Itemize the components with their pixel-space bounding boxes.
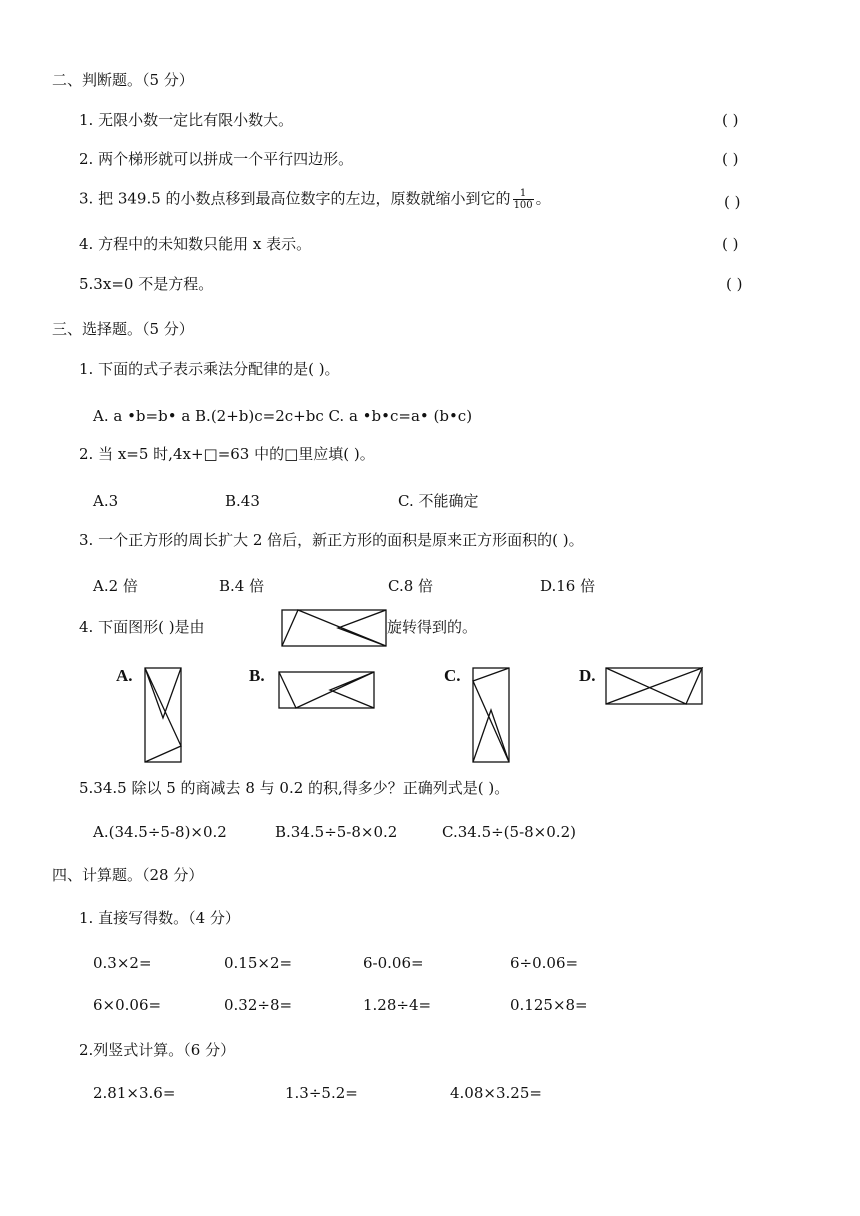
choice-q3-option-a: A.2 倍 <box>93 577 138 595</box>
fraction-1-100 <box>513 188 534 211</box>
option-a-figure[interactable] <box>144 667 182 763</box>
choice-q5-option-c: C.34.5÷(5-8×0.2) <box>442 823 576 841</box>
calc-r2-c3: 1.28÷4= <box>363 996 432 1014</box>
option-b-figure[interactable] <box>278 671 375 709</box>
q4-reference-figure <box>281 609 387 647</box>
calc-sub1: 1. 直接写得数。（4 分） <box>79 909 240 927</box>
calc-r3-c3: 4.08×3.25= <box>450 1084 542 1102</box>
calc-r1-c4: 6÷0.06= <box>510 954 579 972</box>
calc-r3-c2: 1.3÷5.2= <box>285 1084 358 1102</box>
judge-item-3 <box>79 188 551 211</box>
figure-label-d: D. <box>579 666 596 685</box>
answer-paren-4[interactable]: ( ) <box>722 235 739 253</box>
choice-q5-option-b: B.34.5÷5-8×0.2 <box>275 823 398 841</box>
choice-q1: 1. 下面的式子表示乘法分配律的是( )。 <box>79 360 340 378</box>
calc-sub2: 2.列竖式计算。（6 分） <box>79 1041 236 1059</box>
judge-item-4: 4. 方程中的未知数只能用 x 表示。 <box>79 235 312 253</box>
section-title-judge: 二、判断题。（5 分） <box>52 71 194 89</box>
answer-paren-1[interactable]: ( ) <box>722 111 739 129</box>
judge-item-5: 5.3x=0 不是方程。 <box>79 275 214 293</box>
calc-r1-c1: 0.3×2= <box>93 954 152 972</box>
fraction-denominator: 100 <box>513 200 533 211</box>
figure-label-c: C. <box>444 666 461 685</box>
choice-q2-option-b: B.43 <box>225 492 260 510</box>
choice-q5: 5.34.5 除以 5 的商减去 8 与 0.2 的积,得多少？正确列式是( )。 <box>79 779 510 797</box>
answer-paren-2[interactable]: ( ) <box>722 150 739 168</box>
judge-item-3-text: 3. 把 349.5 的小数点移到最高位数字的左边，原数就缩小到它的 <box>79 189 511 208</box>
judge-item-3-end: 。 <box>535 189 551 208</box>
choice-q3-option-c: C.8 倍 <box>388 577 434 595</box>
choice-q3-option-d: D.16 倍 <box>540 577 596 595</box>
answer-paren-3[interactable]: ( ) <box>724 193 741 211</box>
choice-q2-option-c: C. 不能确定 <box>398 492 479 510</box>
calc-r1-c3: 6-0.06= <box>363 954 424 972</box>
fraction-numerator: 1 <box>513 188 534 200</box>
section-title-choice: 三、选择题。（5 分） <box>52 320 194 338</box>
calc-r2-c2: 0.32÷8= <box>224 996 293 1014</box>
choice-q3: 3. 一个正方形的周长扩大 2 倍后，新正方形的面积是原来正方形面积的( )。 <box>79 531 584 549</box>
answer-paren-5[interactable]: ( ) <box>726 275 743 293</box>
judge-item-1: 1. 无限小数一定比有限小数大。 <box>79 111 294 129</box>
choice-q3-option-b: B.4 倍 <box>219 577 265 595</box>
calc-r2-c4: 0.125×8= <box>510 996 588 1014</box>
calc-r3-c1: 2.81×3.6= <box>93 1084 176 1102</box>
choice-q1-options: A. a •b=b• a B.(2+b)c=2c+bc C. a •b•c=a• (b•c) <box>93 407 473 425</box>
calc-r2-c1: 6×0.06= <box>93 996 162 1014</box>
figure-label-b: B. <box>249 666 265 685</box>
choice-q2-option-a: A.3 <box>93 492 119 510</box>
choice-q4-suffix: 旋转得到的。 <box>387 618 478 636</box>
section-title-calc: 四、计算题。（28 分） <box>52 866 204 884</box>
choice-q5-option-a: A.(34.5÷5-8)×0.2 <box>93 823 227 841</box>
figure-label-a: A. <box>116 666 133 685</box>
choice-q4-prefix: 4. 下面图形( )是由 <box>79 618 205 636</box>
option-d-figure[interactable] <box>605 667 703 705</box>
choice-q2: 2. 当 x=5 时,4x+□=63 中的□里应填( )。 <box>79 445 375 463</box>
option-c-figure[interactable] <box>472 667 510 763</box>
calc-r1-c2: 0.15×2= <box>224 954 293 972</box>
judge-item-2: 2. 两个梯形就可以拼成一个平行四边形。 <box>79 150 354 168</box>
